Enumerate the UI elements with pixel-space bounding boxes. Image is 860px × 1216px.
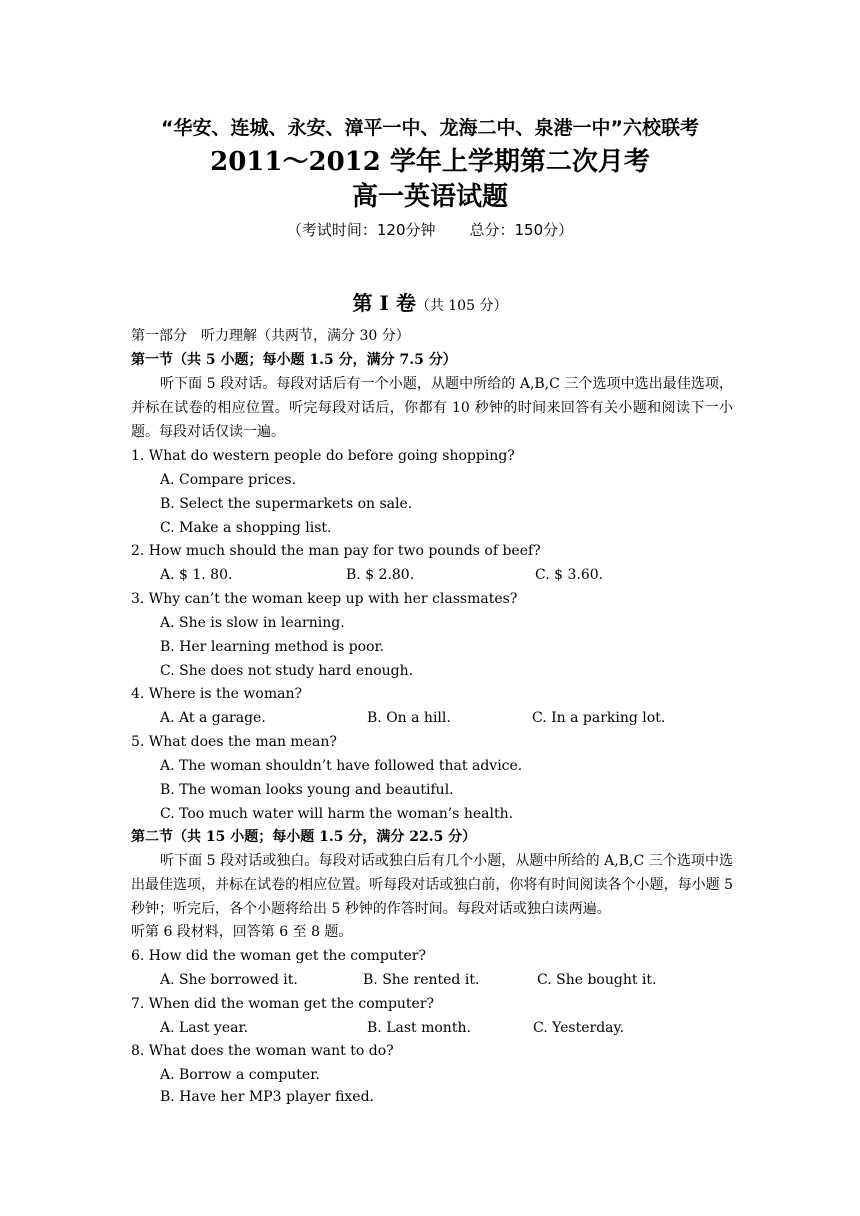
volume-title: 第 I 卷 (352, 291, 416, 315)
q2-option-c: C. $ 3.60. (535, 567, 604, 583)
question-5: 5. What does the man mean? (131, 734, 337, 750)
exam-info (0, 219, 860, 240)
section2-instructions: 听下面 5 段对话或独白。每段对话或独白后有几个小题，从题中所给的 A,B,C 三个选项中选出最佳选项，并标在试卷的相应位置。听每段对话或独白前，你将有时间阅读各个小题，每小题 5 秒钟；听完后，各个小题将给出 5 秒钟的作答时间。每段对话或独白读两遍。 (131, 853, 733, 917)
q6-option-b: B. She rented it. (363, 972, 480, 988)
q5-option-c: C. Too much water will harm the woman’s health. (160, 806, 514, 822)
volume-points: （共 105 分） (415, 298, 508, 314)
q3-option-b: B. Her learning method is poor. (160, 639, 385, 655)
question-8: 8. What does the woman want to do? (131, 1043, 394, 1059)
term-title: 2011～2012 学年上学期第二次月考 (210, 147, 650, 177)
question-6: 6. How did the woman get the computer? (131, 948, 426, 964)
q4-option-c: C. In a parking lot. (532, 710, 666, 726)
q5-option-b: B. The woman looks young and beautiful. (160, 782, 454, 798)
q6-option-c: C. She bought it. (537, 972, 657, 988)
section1-instructions: 听下面 5 段对话。每段对话后有一个小题，从题中所给的 A,B,C 三个选项中选出最佳选项，并标在试卷的相应位置。听完每段对话后，你都有 10 秒钟的时间来回答有关小题和阅读下一小题。每段对话仅读一遍。 (131, 376, 733, 440)
q1-option-b: B. Select the supermarkets on sale. (160, 496, 413, 512)
question-4: 4. Where is the woman? (131, 686, 302, 702)
question-3: 3. Why can’t the woman keep up with her classmates? (131, 591, 518, 607)
question-2: 2. How much should the man pay for two pounds of beef? (131, 543, 541, 559)
q3-option-c: C. She does not study hard enough. (160, 663, 414, 679)
q5-option-a: A. The woman shouldn’t have followed that advice. (160, 758, 523, 774)
volume-heading (0, 287, 860, 316)
section2-heading: 第二节（共 15 小题；每小题 1.5 分，满分 22.5 分） (131, 829, 477, 845)
section1-heading: 第一节（共 5 小题；每小题 1.5 分，满分 7.5 分） (131, 352, 457, 368)
q2-option-a: A. $ 1. 80. (160, 567, 233, 583)
exam-score: 总分：150分） (469, 221, 574, 239)
q6-option-a: A. She borrowed it. (160, 972, 298, 988)
q1-option-a: A. Compare prices. (160, 472, 297, 488)
q4-option-b: B. On a hill. (367, 710, 451, 726)
q8-option-a: A. Borrow a computer. (160, 1067, 320, 1083)
question-7: 7. When did the woman get the computer? (131, 996, 435, 1012)
q8-option-b: B. Have her MP3 player fixed. (160, 1089, 374, 1105)
schools-title: “华安、连城、永安、漳平一中、龙海二中、泉港一中”六校联考 (161, 117, 699, 139)
question-1: 1. What do western people do before going shopping? (131, 448, 515, 464)
q2-option-b: B. $ 2.80. (346, 567, 415, 583)
q4-option-a: A. At a garage. (160, 710, 266, 726)
q3-option-a: A. She is slow in learning. (160, 615, 345, 631)
q1-option-c: C. Make a shopping list. (160, 520, 332, 536)
q7-option-c: C. Yesterday. (533, 1020, 625, 1036)
material-note: 听第 6 段材料，回答第 6 至 8 题。 (131, 924, 353, 940)
q7-option-b: B. Last month. (367, 1020, 471, 1036)
subject-title: 高一英语试题 (351, 182, 508, 212)
exam-time: （考试时间：120分钟 (286, 221, 436, 239)
part-heading: 第一部分 听力理解（共两节，满分 30 分） (131, 328, 410, 344)
q7-option-a: A. Last year. (160, 1020, 249, 1036)
